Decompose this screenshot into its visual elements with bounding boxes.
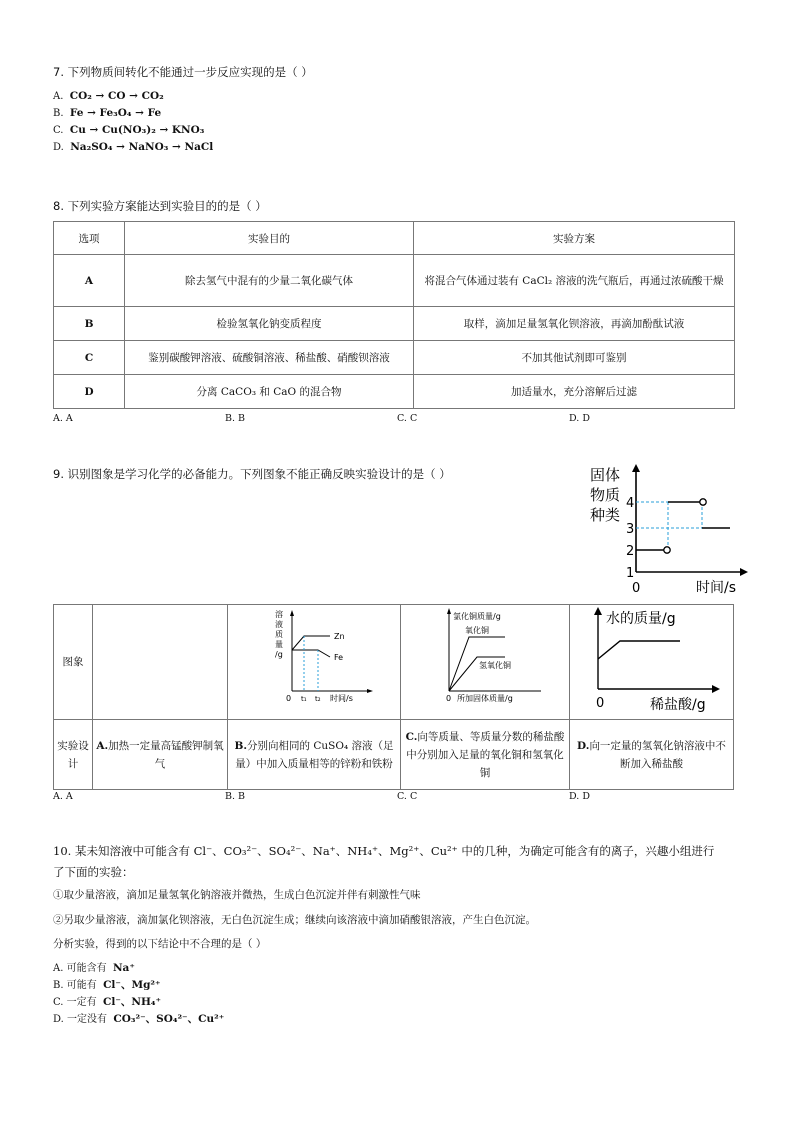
q7-title: 7. 下列物质间转化不能通过一步反应实现的是（ ） xyxy=(53,65,313,79)
svg-text:0: 0 xyxy=(595,696,604,711)
svg-text:液: 液 xyxy=(275,620,283,629)
side-ylabel-2: 物质 xyxy=(590,486,621,504)
q9-row-label-graph: 图象 xyxy=(54,605,93,720)
q10-option-a[interactable]: A. 可能含有 Na⁺ xyxy=(53,962,135,974)
q10-prompt: 分析实验，得到的以下结论中不合理的是（ ） xyxy=(53,938,267,950)
q8-answer-c[interactable]: C. C xyxy=(397,413,418,424)
q9-side-graph xyxy=(584,462,754,596)
svg-text:氢氧化铜: 氢氧化铜 xyxy=(479,661,511,670)
q7-option-c[interactable]: C. Cu → Cu(NO₃)₂ → KNO₃ xyxy=(53,124,205,136)
q8-header-plan: 实验方案 xyxy=(414,222,735,255)
svg-text:0: 0 xyxy=(286,694,292,703)
q9-answer-b[interactable]: B. B xyxy=(225,791,246,802)
q8-table xyxy=(53,221,735,409)
q9-answer-a[interactable]: A. A xyxy=(53,791,73,802)
side-ytick-4: 4 xyxy=(626,496,635,511)
q9-design-c: C.向等质量、等质量分数的稀盐酸中分别加入足量的氧化铜和氢氧化铜 xyxy=(401,720,570,790)
table-row: D 分离 CaCO₃ 和 CaO 的混合物 加适量水，充分溶解后过滤 xyxy=(54,375,735,409)
svg-text:量: 量 xyxy=(275,640,283,649)
svg-text:所加固体质量/g: 所加固体质量/g xyxy=(457,694,513,703)
q8-header-option: 选项 xyxy=(54,222,125,255)
svg-text:0: 0 xyxy=(446,694,452,703)
q9-design-a: A.加热一定量高锰酸钾制氧气 xyxy=(93,720,228,790)
q8-answer-a[interactable]: A. A xyxy=(53,413,73,424)
q10-step1: ①取少量溶液，滴加足量氢氧化钠溶液并微热，生成白色沉淀并伴有刺激性气味 xyxy=(53,889,421,901)
q8-answer-b[interactable]: B. B xyxy=(225,413,246,424)
side-xlabel: 时间/s xyxy=(696,580,737,596)
table-row: B 检验氢氧化钠变质程度 取样，滴加足量氢氧化钡溶液，再滴加酚酞试液 xyxy=(54,307,735,341)
q9-title: 9. 识别图象是学习化学的必备能力。下列图象不能正确反映实验设计的是（ ） xyxy=(53,467,451,481)
svg-text:氯化铜质量/g: 氯化铜质量/g xyxy=(453,612,501,621)
q10-step2: ②另取少量溶液，滴加氯化钡溶液，无白色沉淀生成；继续向该溶液中滴加硝酸银溶液，产生白色沉淀。 xyxy=(53,914,536,926)
side-ylabel-1: 固体 xyxy=(590,466,621,484)
q8-header-goal: 实验目的 xyxy=(125,222,414,255)
svg-text:溶: 溶 xyxy=(275,610,283,619)
q10-option-b[interactable]: B. 可能有 Cl⁻、Mg²⁺ xyxy=(53,979,161,991)
q9-graph-b-svg xyxy=(230,605,398,713)
q9-answer-c[interactable]: C. C xyxy=(397,791,418,802)
svg-text:/g: /g xyxy=(275,650,283,659)
q10-title: 10. 某未知溶液中可能含有 Cl⁻、CO₃²⁻、SO₄²⁻、Na⁺、NH₄⁺、Mg²⁺、Cu²⁺ 中的几种，为确定可能含有的离子，兴趣小组进行 xyxy=(53,844,715,858)
side-origin: 0 xyxy=(632,581,641,596)
svg-text:Zn: Zn xyxy=(334,632,345,641)
q9-design-d: D.向一定量的氢氧化钠溶液中不断加入稀盐酸 xyxy=(570,720,734,790)
q8-answer-d[interactable]: D. D xyxy=(569,413,590,424)
svg-text:Fe: Fe xyxy=(334,653,344,662)
table-row: C 鉴别碳酸钾溶液、硫酸铜溶液、稀盐酸、硝酸钡溶液 不加其他试剂即可鉴别 xyxy=(54,341,735,375)
q9-answer-d[interactable]: D. D xyxy=(569,791,590,802)
q10-option-d[interactable]: D. 一定没有 CO₃²⁻、SO₄²⁻、Cu²⁺ xyxy=(53,1013,225,1025)
side-ylabel-3: 种类 xyxy=(590,506,621,524)
svg-text:稀盐酸/g: 稀盐酸/g xyxy=(649,697,706,713)
side-ytick-2: 2 xyxy=(626,544,635,559)
q9-design-b: B.分别向相同的 CuSO₄ 溶液（足量）中加入质量相等的锌粉和铁粉 xyxy=(228,720,401,790)
table-row: A 除去氢气中混有的少量二氧化碳气体 将混合气体通过装有 CaCl₂ 溶液的洗气瓶后，再通过浓硫酸干燥 xyxy=(54,255,735,307)
q9-graph-a xyxy=(93,605,228,720)
q9-graph-d xyxy=(570,605,734,720)
q9-graph-d-svg xyxy=(576,605,728,713)
q10-options xyxy=(53,960,224,1028)
q7-option-b[interactable]: B. Fe → Fe₃O₄ → Fe xyxy=(53,107,162,119)
q9-graph-b xyxy=(228,605,401,720)
side-ytick-1: 1 xyxy=(626,566,635,581)
q10-title-2: 了下面的实验： xyxy=(53,865,134,879)
q9-row-label-design: 实验设计 xyxy=(54,720,93,790)
svg-text:水的质量/g: 水的质量/g xyxy=(605,611,676,627)
svg-text:时间/s: 时间/s xyxy=(330,694,353,703)
svg-text:质: 质 xyxy=(275,630,283,639)
q10-option-c[interactable]: C. 一定有 Cl⁻、NH₄⁺ xyxy=(53,996,162,1008)
svg-text:t₂: t₂ xyxy=(315,695,321,703)
q7-option-d[interactable]: D. Na₂SO₄ → NaNO₃ → NaCl xyxy=(53,141,214,153)
q9-graph-c-svg xyxy=(401,605,569,713)
q8-title: 8. 下列实验方案能达到实验目的的是（ ） xyxy=(53,199,267,213)
svg-text:t₁: t₁ xyxy=(301,695,307,703)
svg-text:氧化铜: 氧化铜 xyxy=(465,626,489,635)
side-ytick-3: 3 xyxy=(626,522,635,537)
q9-table xyxy=(53,604,734,790)
q9-graph-c xyxy=(401,605,570,720)
q7-option-a[interactable]: A. CO₂ → CO → CO₂ xyxy=(53,90,164,102)
q7-options xyxy=(53,88,213,156)
